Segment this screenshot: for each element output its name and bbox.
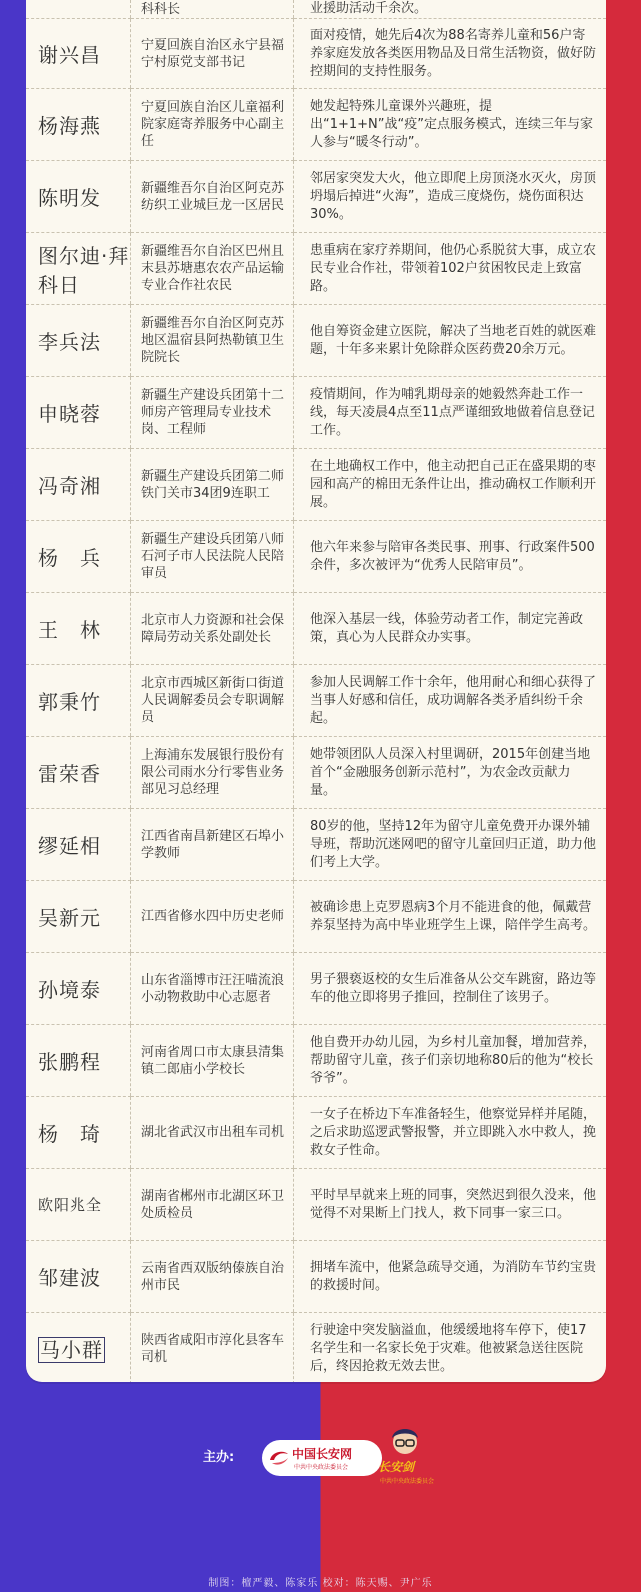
person-name-text: 马小群 — [40, 1338, 103, 1362]
person-title: 新疆生产建设兵团第十二师房产管理局专业技术岗、工程师 — [131, 377, 294, 449]
person-name: 孙境泰 — [26, 953, 131, 1025]
table-row — [26, 521, 606, 593]
person-deed: 被确诊患上克罗恩病3个月不能进食的他，佩戴营养泵坚持为高中毕业班学生上课，陪伴学生高考。 — [294, 881, 607, 953]
sponsor-label: 主办: — [203, 1450, 235, 1465]
person-deed: 疫情期间，作为哺乳期母亲的她毅然奔赴工作一线，每天凌晨4点至11点严谨细致地做着信息登记工作。 — [294, 377, 607, 449]
person-name: 杨海燕 — [26, 89, 131, 161]
logo-subtext: 中共中央政法委员会 — [294, 1464, 349, 1471]
person-title: 新疆维吾尔自治区阿克苏地区温宿县阿热勒镇卫生院院长 — [131, 305, 294, 377]
person-title: 云南省西双版纳傣族自治州市民 — [131, 1241, 294, 1313]
person-deed: 她带领团队人员深入村里调研，2015年创建当地首个“金融服务创新示范村”，为农金改贡献力量。 — [294, 737, 607, 809]
swirl-icon — [268, 1448, 290, 1468]
person-deed: 面对疫情，她先后4次为88名寄养儿童和56户寄养家庭发放各类医用物品及日常生活物资，做好防控期间的支持性服务。 — [294, 19, 607, 89]
table-row — [26, 305, 606, 377]
table-row — [26, 1097, 606, 1169]
person-deed: 他自筹资金建立医院，解决了当地老百姓的就医难题，十年多来累计免除群众医药费20余万元。 — [294, 305, 607, 377]
person-name: 郭秉竹 — [26, 665, 131, 737]
person-deed: 平时早早就来上班的同事，突然迟到很久没来，他觉得不对果断上门找人，救下同事一家三口。 — [294, 1169, 607, 1241]
person-name: 陈明发 — [26, 161, 131, 233]
person-title: 北京市人力资源和社会保障局劳动关系处副处长 — [131, 593, 294, 665]
logo-text: 长安剑 — [378, 1460, 415, 1474]
person-name: 杨 兵 — [26, 521, 131, 593]
person-name: 冯奇湘 — [26, 449, 131, 521]
person-title: 河南省周口市太康县清集镇二郎庙小学校长 — [131, 1025, 294, 1097]
person-deed: 患重病在家疗养期间，他仍心系脱贫大事，成立农民专业合作社，带领着102户贫困牧民走上致富路。 — [294, 233, 607, 305]
person-deed: 参加人民调解工作十余年，他用耐心和细心获得了当事人好感和信任，成功调解各类矛盾纠纷千余起。 — [294, 665, 607, 737]
person-name: 申晓蓉 — [26, 377, 131, 449]
table-row — [26, 1241, 606, 1313]
table-row — [26, 233, 606, 305]
person-title: 江西省南昌新建区石埠小学教师 — [131, 809, 294, 881]
logo-subtext: 中共中央政法委员会 — [380, 1478, 435, 1485]
person-name: 欧阳兆全 — [26, 1169, 131, 1241]
table-row — [26, 809, 606, 881]
table-row — [26, 1025, 606, 1097]
person-deed: 他六年来参与陪审各类民事、刑事、行政案件500余件，多次被评为“优秀人民陪审员”。 — [294, 521, 607, 593]
person-title: 新疆生产建设兵团第二师铁门关市34团9连职工 — [131, 449, 294, 521]
person-title: 宁夏回族自治区儿童福利院家庭寄养服务中心副主任 — [131, 89, 294, 161]
person-title: 新疆维吾尔自治区巴州且末县苏塘惠农农产品运输专业合作社农民 — [131, 233, 294, 305]
person-deed: 他深入基层一线，体验劳动者工作，制定完善政策，真心为人民群众办实事。 — [294, 593, 607, 665]
person-name: 张鹏程 — [26, 1025, 131, 1097]
person-deed: 一女子在桥边下车准备轻生，他察觉异样并尾随，之后求助巡逻武警报警，并立即跳入水中救人，挽救女子性命。 — [294, 1097, 607, 1169]
roster-table — [26, 0, 606, 1382]
person-name: 雷荣香 — [26, 737, 131, 809]
person-name: 谢兴昌 — [26, 19, 131, 89]
person-title: 上海浦东发展银行股份有限公司雨水分行零售业务部见习总经理 — [131, 737, 294, 809]
person-name: 李兵法 — [26, 305, 131, 377]
person-name: 杨 琦 — [26, 1097, 131, 1169]
person-title: 宁夏回族自治区永宁县福宁村原党支部书记 — [131, 19, 294, 89]
person-deed: 他自费开办幼儿园，为乡村儿童加餐，增加营养，帮助留守儿童，孩子们亲切地称80后的他为“校长爷爷”。 — [294, 1025, 607, 1097]
person-title: 北京市西城区新街口街道人民调解委员会专职调解员 — [131, 665, 294, 737]
roster-card — [26, 0, 606, 1382]
chinapeace-logo — [262, 1440, 382, 1476]
person-deed: 邻居家突发大火，他立即爬上房顶浇水灭火，房顶坍塌后掉进“火海”，造成三度烧伤，烧伤面积达30%。 — [294, 161, 607, 233]
logo-text: 中国长安网 — [292, 1447, 353, 1461]
person-name — [26, 1313, 131, 1383]
person-name: 王 林 — [26, 593, 131, 665]
table-row — [26, 1169, 606, 1241]
credits-line: 制图：檀严毅、陈家乐 校对：陈天赐、尹广乐 — [208, 1578, 433, 1589]
person-name: 邹建波 — [26, 1241, 131, 1313]
table-row — [26, 449, 606, 521]
person-deed: 她发起特殊儿童课外兴趣班，提出“1+1+N”战“疫”定点服务模式，连续三年与家人参与“暖冬行动”。 — [294, 89, 607, 161]
table-row — [26, 881, 606, 953]
table-row — [26, 737, 606, 809]
person-name: 缪延相 — [26, 809, 131, 881]
person-title: 江西省修水四中历史老师 — [131, 881, 294, 953]
person-title: 山东省淄博市汪汪喵流浪小动物救助中心志愿者 — [131, 953, 294, 1025]
person-title: 新疆生产建设兵团第八师石河子市人民法院人民陪审员 — [131, 521, 294, 593]
person-deed: 业援助活动千余次。 — [294, 0, 607, 19]
person-deed: 拥堵车流中，他紧急疏导交通，为消防车节约宝贵的救援时间。 — [294, 1241, 607, 1313]
table-row — [26, 377, 606, 449]
person-title: 科科长 — [131, 0, 294, 19]
person-title: 新疆维吾尔自治区阿克苏纺织工业城巨龙一区居民 — [131, 161, 294, 233]
person-title: 湖南省郴州市北湖区环卫处质检员 — [131, 1169, 294, 1241]
person-name: 吴新元 — [26, 881, 131, 953]
person-name: 图尔迪·拜科日 — [26, 233, 131, 305]
person-deed: 男子猥亵返校的女生后准备从公交车跳窗，路边等车的他立即将男子推回，控制住了该男子。 — [294, 953, 607, 1025]
sponsor-bar — [0, 1428, 641, 1488]
person-title: 湖北省武汉市出租车司机 — [131, 1097, 294, 1169]
person-title: 陕西省咸阳市淳化县客车司机 — [131, 1313, 294, 1383]
person-deed: 80岁的他，坚持12年为留守儿童免费开办课外辅导班，帮助沉迷网吧的留守儿童回归正道，助力他们考上大学。 — [294, 809, 607, 881]
table-row — [26, 19, 606, 89]
table-row — [26, 89, 606, 161]
changanjian-mascot-logo — [372, 1426, 438, 1492]
person-deed: 行驶途中突发脑溢血，他缓缓地将车停下，使17名学生和一名家长免于灾难。他被紧急送往医院后，终因抢救无效去世。 — [294, 1313, 607, 1383]
table-row — [26, 161, 606, 233]
table-row — [26, 593, 606, 665]
table-row — [26, 953, 606, 1025]
table-row — [26, 1313, 606, 1383]
table-row — [26, 665, 606, 737]
person-name — [26, 0, 131, 19]
table-row — [26, 0, 606, 19]
person-deed: 在土地确权工作中，他主动把自己正在盛果期的枣园和高产的棉田无条件让出，推动确权工作顺利开展。 — [294, 449, 607, 521]
